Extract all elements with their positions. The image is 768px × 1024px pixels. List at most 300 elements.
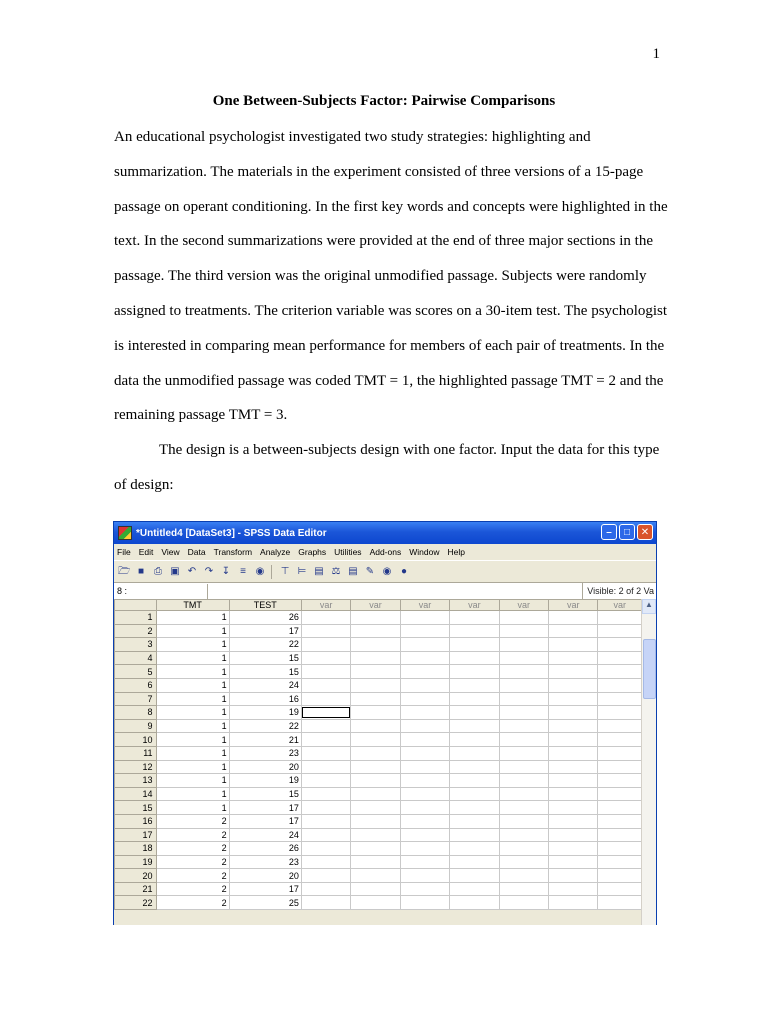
empty-cell[interactable] <box>549 869 598 883</box>
table-row <box>115 760 642 774</box>
empty-cell[interactable] <box>499 760 548 774</box>
row-number[interactable]: 2 <box>115 624 157 638</box>
empty-cell[interactable] <box>351 828 400 842</box>
table-row <box>115 774 642 788</box>
empty-cell[interactable] <box>400 665 449 679</box>
test-cell[interactable]: 15 <box>229 651 301 665</box>
empty-cell[interactable] <box>351 896 400 910</box>
empty-cell[interactable] <box>598 774 642 788</box>
empty-cell[interactable] <box>351 842 400 856</box>
table-row <box>115 611 642 625</box>
tmt-cell[interactable]: 2 <box>156 814 229 828</box>
tmt-cell[interactable]: 1 <box>156 733 229 747</box>
empty-cell[interactable] <box>499 896 548 910</box>
empty-cell[interactable] <box>549 651 598 665</box>
row-number[interactable]: 14 <box>115 787 157 801</box>
test-cell[interactable]: 19 <box>229 706 301 720</box>
empty-cell[interactable] <box>549 760 598 774</box>
empty-cell[interactable] <box>301 882 350 896</box>
empty-cell[interactable] <box>301 651 350 665</box>
table-row <box>115 624 642 638</box>
empty-cell[interactable] <box>598 855 642 869</box>
tmt-cell[interactable]: 1 <box>156 774 229 788</box>
empty-cell[interactable] <box>598 801 642 815</box>
empty-cell[interactable] <box>400 706 449 720</box>
close-icon[interactable]: ✕ <box>637 524 653 540</box>
empty-cell[interactable] <box>351 706 400 720</box>
menu-item-add-ons[interactable]: Add-ons <box>369 547 402 557</box>
empty-cell[interactable] <box>549 665 598 679</box>
empty-cell[interactable] <box>499 611 548 625</box>
empty-cell[interactable] <box>549 624 598 638</box>
body-text <box>114 120 674 503</box>
row-number[interactable]: 6 <box>115 678 157 692</box>
empty-cell[interactable] <box>450 638 499 652</box>
tmt-cell[interactable]: 1 <box>156 787 229 801</box>
empty-cell[interactable] <box>598 746 642 760</box>
empty-cell[interactable] <box>598 678 642 692</box>
table-row <box>115 692 642 706</box>
empty-cell[interactable] <box>450 882 499 896</box>
empty-cell[interactable] <box>499 828 548 842</box>
tmt-cell[interactable]: 1 <box>156 746 229 760</box>
empty-cell[interactable] <box>400 638 449 652</box>
empty-cell[interactable] <box>301 746 350 760</box>
empty-cell[interactable] <box>351 869 400 883</box>
column-header-var[interactable]: var <box>301 600 350 611</box>
weight-cases-icon[interactable]: ⚖ <box>331 565 341 577</box>
empty-cell[interactable] <box>301 678 350 692</box>
empty-cell[interactable] <box>400 719 449 733</box>
empty-cell[interactable] <box>450 774 499 788</box>
empty-cell[interactable] <box>400 624 449 638</box>
empty-cell[interactable] <box>351 651 400 665</box>
empty-cell[interactable] <box>499 869 548 883</box>
empty-cell[interactable] <box>549 842 598 856</box>
empty-cell[interactable] <box>351 624 400 638</box>
empty-cell[interactable] <box>549 678 598 692</box>
empty-cell[interactable] <box>450 855 499 869</box>
tmt-cell[interactable]: 2 <box>156 869 229 883</box>
show-all-icon[interactable]: ● <box>400 565 408 577</box>
test-cell[interactable]: 23 <box>229 746 301 760</box>
column-header-var[interactable]: var <box>549 600 598 611</box>
empty-cell[interactable] <box>499 706 548 720</box>
row-number[interactable]: 7 <box>115 692 157 706</box>
test-cell[interactable]: 25 <box>229 896 301 910</box>
menu-item-help[interactable]: Help <box>447 547 465 557</box>
empty-cell[interactable] <box>450 814 499 828</box>
empty-cell[interactable] <box>549 896 598 910</box>
empty-cell[interactable] <box>549 706 598 720</box>
empty-cell[interactable] <box>400 842 449 856</box>
row-number[interactable]: 10 <box>115 733 157 747</box>
test-cell[interactable]: 24 <box>229 828 301 842</box>
value-labels-icon[interactable]: ✎ <box>365 565 375 577</box>
empty-cell[interactable] <box>301 719 350 733</box>
empty-cell[interactable] <box>351 801 400 815</box>
empty-cell[interactable] <box>351 855 400 869</box>
table-row <box>115 665 642 679</box>
row-number[interactable]: 8 <box>115 706 157 720</box>
empty-cell[interactable] <box>400 611 449 625</box>
empty-cell[interactable] <box>499 692 548 706</box>
open-folder-icon[interactable]: 🗁 <box>118 565 131 577</box>
empty-cell[interactable] <box>400 760 449 774</box>
row-number[interactable]: 13 <box>115 774 157 788</box>
empty-cell[interactable] <box>351 760 400 774</box>
empty-cell[interactable] <box>598 665 642 679</box>
row-number[interactable]: 5 <box>115 665 157 679</box>
empty-cell[interactable] <box>450 801 499 815</box>
row-number[interactable]: 19 <box>115 855 157 869</box>
window-controls <box>601 524 653 540</box>
menu-item-window[interactable]: Window <box>409 547 440 557</box>
row-number[interactable]: 9 <box>115 719 157 733</box>
redo-icon[interactable]: ↷ <box>204 565 214 577</box>
insert-variable-icon[interactable]: ⊨ <box>297 565 307 577</box>
table-row <box>115 869 642 883</box>
empty-cell[interactable] <box>450 651 499 665</box>
toolbar <box>114 561 656 583</box>
table-row <box>115 801 642 815</box>
empty-cell[interactable] <box>499 842 548 856</box>
empty-cell[interactable] <box>400 896 449 910</box>
empty-cell[interactable] <box>301 869 350 883</box>
test-cell[interactable]: 17 <box>229 882 301 896</box>
menu-item-transform[interactable]: Transform <box>213 547 253 557</box>
empty-cell[interactable] <box>598 624 642 638</box>
empty-cell[interactable] <box>598 651 642 665</box>
menu-item-analyze[interactable]: Analyze <box>260 547 291 557</box>
table-row <box>115 746 642 760</box>
row-number[interactable]: 22 <box>115 896 157 910</box>
empty-cell[interactable] <box>301 611 350 625</box>
empty-cell[interactable] <box>598 828 642 842</box>
empty-cell[interactable] <box>549 814 598 828</box>
empty-cell[interactable] <box>301 638 350 652</box>
empty-cell[interactable] <box>499 774 548 788</box>
separator <box>271 565 274 579</box>
empty-cell[interactable] <box>351 774 400 788</box>
tmt-cell[interactable]: 2 <box>156 896 229 910</box>
empty-cell[interactable] <box>450 692 499 706</box>
empty-cell[interactable] <box>351 882 400 896</box>
empty-cell[interactable] <box>499 787 548 801</box>
tmt-cell[interactable]: 1 <box>156 760 229 774</box>
empty-cell[interactable] <box>598 719 642 733</box>
spss-data-editor-window <box>113 521 657 925</box>
empty-cell[interactable] <box>400 828 449 842</box>
empty-cell[interactable] <box>450 678 499 692</box>
empty-cell[interactable] <box>450 719 499 733</box>
column-header-var[interactable]: var <box>499 600 548 611</box>
menu-item-view[interactable]: View <box>161 547 180 557</box>
empty-cell[interactable] <box>450 624 499 638</box>
vertical-scrollbar[interactable] <box>641 599 656 925</box>
empty-cell[interactable] <box>499 624 548 638</box>
table-row <box>115 896 642 910</box>
empty-cell[interactable] <box>400 651 449 665</box>
scroll-thumb[interactable] <box>643 639 656 699</box>
test-cell[interactable]: 20 <box>229 869 301 883</box>
empty-cell[interactable] <box>450 896 499 910</box>
table-row <box>115 882 642 896</box>
row-number[interactable]: 11 <box>115 746 157 760</box>
table-row <box>115 828 642 842</box>
test-cell[interactable]: 24 <box>229 678 301 692</box>
empty-cell[interactable] <box>598 882 642 896</box>
empty-cell[interactable] <box>450 665 499 679</box>
undo-icon[interactable]: ↶ <box>187 565 197 577</box>
tmt-cell[interactable]: 1 <box>156 692 229 706</box>
test-cell[interactable]: 23 <box>229 855 301 869</box>
test-cell[interactable]: 17 <box>229 624 301 638</box>
empty-cell[interactable] <box>450 733 499 747</box>
empty-cell[interactable] <box>499 855 548 869</box>
menu-item-utilities[interactable]: Utilities <box>334 547 362 557</box>
empty-cell[interactable] <box>301 624 350 638</box>
spss-app-icon <box>118 526 132 540</box>
row-number[interactable]: 17 <box>115 828 157 842</box>
empty-cell[interactable] <box>598 706 642 720</box>
empty-cell[interactable] <box>400 733 449 747</box>
table-row <box>115 842 642 856</box>
empty-cell[interactable] <box>549 746 598 760</box>
tmt-cell[interactable]: 2 <box>156 842 229 856</box>
empty-cell[interactable] <box>549 801 598 815</box>
empty-cell[interactable] <box>549 774 598 788</box>
empty-cell[interactable] <box>598 692 642 706</box>
empty-cell[interactable] <box>351 746 400 760</box>
empty-cell[interactable] <box>301 842 350 856</box>
empty-cell[interactable] <box>301 665 350 679</box>
corner-cell <box>115 600 157 611</box>
empty-cell[interactable] <box>301 692 350 706</box>
empty-cell[interactable] <box>400 882 449 896</box>
test-cell[interactable]: 15 <box>229 665 301 679</box>
empty-cell[interactable] <box>400 855 449 869</box>
test-cell[interactable]: 20 <box>229 760 301 774</box>
empty-cell[interactable] <box>400 869 449 883</box>
empty-cell[interactable] <box>499 719 548 733</box>
empty-cell[interactable] <box>301 828 350 842</box>
table-row <box>115 719 642 733</box>
empty-cell[interactable] <box>400 678 449 692</box>
empty-cell[interactable] <box>549 855 598 869</box>
empty-cell[interactable] <box>301 760 350 774</box>
table-row <box>115 855 642 869</box>
test-cell[interactable]: 19 <box>229 774 301 788</box>
test-cell[interactable]: 26 <box>229 611 301 625</box>
menu-bar <box>114 544 656 561</box>
empty-cell[interactable] <box>598 896 642 910</box>
empty-cell[interactable] <box>549 719 598 733</box>
empty-cell[interactable] <box>400 801 449 815</box>
empty-cell[interactable] <box>351 787 400 801</box>
empty-cell[interactable] <box>351 733 400 747</box>
empty-cell[interactable] <box>301 801 350 815</box>
row-number[interactable]: 18 <box>115 842 157 856</box>
empty-cell[interactable] <box>351 692 400 706</box>
table-row <box>115 706 642 720</box>
empty-cell[interactable] <box>450 787 499 801</box>
row-number[interactable]: 12 <box>115 760 157 774</box>
empty-cell[interactable] <box>499 801 548 815</box>
tmt-cell[interactable]: 1 <box>156 611 229 625</box>
empty-cell[interactable] <box>598 638 642 652</box>
empty-cell[interactable] <box>549 733 598 747</box>
empty-cell[interactable] <box>598 814 642 828</box>
test-cell[interactable]: 21 <box>229 733 301 747</box>
tmt-cell[interactable]: 1 <box>156 706 229 720</box>
maximize-icon[interactable]: □ <box>619 524 635 540</box>
empty-cell[interactable] <box>301 814 350 828</box>
empty-cell[interactable] <box>351 665 400 679</box>
tmt-cell[interactable]: 1 <box>156 651 229 665</box>
menu-item-file[interactable]: File <box>117 547 131 557</box>
tmt-cell[interactable]: 1 <box>156 719 229 733</box>
column-header-var[interactable]: var <box>450 600 499 611</box>
test-cell[interactable]: 15 <box>229 787 301 801</box>
empty-cell[interactable] <box>499 651 548 665</box>
title-bar <box>114 522 656 544</box>
row-number[interactable]: 4 <box>115 651 157 665</box>
variables-icon[interactable]: ≡ <box>240 565 246 577</box>
window-title: *Untitled4 [DataSet3] - SPSS Data Editor <box>136 527 327 539</box>
test-cell[interactable]: 22 <box>229 719 301 733</box>
table-row <box>115 787 642 801</box>
data-grid <box>114 599 642 910</box>
empty-cell[interactable] <box>301 706 350 720</box>
column-header-var[interactable]: var <box>351 600 400 611</box>
column-header-tmt[interactable]: TMT <box>156 600 229 611</box>
row-number[interactable]: 21 <box>115 882 157 896</box>
goto-case-icon[interactable]: ↧ <box>221 565 231 577</box>
empty-cell[interactable] <box>598 760 642 774</box>
empty-cell[interactable] <box>499 678 548 692</box>
column-header-var[interactable]: var <box>598 600 642 611</box>
empty-cell[interactable] <box>400 746 449 760</box>
empty-cell[interactable] <box>598 842 642 856</box>
menu-item-graphs[interactable]: Graphs <box>298 547 327 557</box>
cell-reference: 8 : <box>114 584 208 599</box>
row-number[interactable]: 20 <box>115 869 157 883</box>
tmt-cell[interactable]: 2 <box>156 882 229 896</box>
tmt-cell[interactable]: 1 <box>156 624 229 638</box>
empty-cell[interactable] <box>598 611 642 625</box>
row-number[interactable]: 3 <box>115 638 157 652</box>
empty-cell[interactable] <box>400 692 449 706</box>
menu-item-edit[interactable]: Edit <box>138 547 154 557</box>
empty-cell[interactable] <box>549 882 598 896</box>
test-cell[interactable]: 17 <box>229 814 301 828</box>
empty-cell[interactable] <box>499 882 548 896</box>
test-cell[interactable]: 17 <box>229 801 301 815</box>
empty-cell[interactable] <box>499 638 548 652</box>
tmt-cell[interactable]: 1 <box>156 665 229 679</box>
empty-cell[interactable] <box>400 814 449 828</box>
scroll-up-icon[interactable]: ▲ <box>642 599 656 614</box>
empty-cell[interactable] <box>549 638 598 652</box>
column-header-test[interactable]: TEST <box>229 600 301 611</box>
dialog-recall-icon[interactable]: ▣ <box>170 565 180 577</box>
save-icon[interactable]: ■ <box>137 565 145 577</box>
empty-cell[interactable] <box>450 611 499 625</box>
paragraph: An educational psychologist investigated two study strategies: highlighting and summarization. The materials in the experiment consisted of three versions of a 15-page passage on operant conditioning. In the first key words and concepts were highlighted in the text. In the second summarizations were provided at the end of three major sections in the passage. The third version was the original unmodified passage. Subjects were randomly assigned to treatments. The criterion variable was scores on a 30-item test. The psychologist is interested in comparing mean performance for members of each pair of treatments. In the data the unmodified passage was coded TMT = 1, the highlighted passage TMT = 2 and the remaining passage TMT = 3. <box>114 129 668 424</box>
empty-cell[interactable] <box>549 787 598 801</box>
empty-cell[interactable] <box>598 787 642 801</box>
insert-cases-icon[interactable]: ⊤ <box>280 565 290 577</box>
empty-cell[interactable] <box>598 733 642 747</box>
empty-cell[interactable] <box>301 896 350 910</box>
empty-cell[interactable] <box>450 706 499 720</box>
use-sets-icon[interactable]: ◉ <box>382 565 392 577</box>
row-number[interactable]: 15 <box>115 801 157 815</box>
empty-cell[interactable] <box>450 842 499 856</box>
empty-cell[interactable] <box>499 814 548 828</box>
page-number: 1 <box>652 46 660 62</box>
table-row <box>115 638 642 652</box>
table-row <box>115 814 642 828</box>
empty-cell[interactable] <box>499 665 548 679</box>
empty-cell[interactable] <box>351 678 400 692</box>
empty-cell[interactable] <box>301 855 350 869</box>
tmt-cell[interactable]: 1 <box>156 801 229 815</box>
empty-cell[interactable] <box>450 869 499 883</box>
select-cases-icon[interactable]: ▤ <box>348 565 358 577</box>
empty-cell[interactable] <box>450 828 499 842</box>
find-icon[interactable]: ◉ <box>255 565 265 577</box>
test-cell[interactable]: 22 <box>229 638 301 652</box>
empty-cell[interactable] <box>450 746 499 760</box>
empty-cell[interactable] <box>450 760 499 774</box>
empty-cell[interactable] <box>351 719 400 733</box>
tmt-cell[interactable]: 2 <box>156 855 229 869</box>
print-icon[interactable]: ⎙ <box>154 565 162 577</box>
empty-cell[interactable] <box>400 774 449 788</box>
empty-cell[interactable] <box>499 746 548 760</box>
empty-cell[interactable] <box>351 814 400 828</box>
empty-cell[interactable] <box>549 692 598 706</box>
empty-cell[interactable] <box>499 733 548 747</box>
empty-cell[interactable] <box>301 774 350 788</box>
empty-cell[interactable] <box>598 869 642 883</box>
paragraph: The design is a between-subjects design with one factor. Input the data for this type of design: <box>114 442 660 493</box>
column-header-var[interactable]: var <box>400 600 449 611</box>
empty-cell[interactable] <box>351 638 400 652</box>
minimize-icon[interactable]: – <box>601 524 617 540</box>
empty-cell[interactable] <box>400 787 449 801</box>
tmt-cell[interactable]: 1 <box>156 638 229 652</box>
menu-item-data[interactable]: Data <box>187 547 206 557</box>
empty-cell[interactable] <box>351 611 400 625</box>
table-row <box>115 733 642 747</box>
split-file-icon[interactable]: ▤ <box>314 565 324 577</box>
table-row <box>115 678 642 692</box>
table-row <box>115 651 642 665</box>
test-cell[interactable]: 26 <box>229 842 301 856</box>
empty-cell[interactable] <box>549 611 598 625</box>
empty-cell[interactable] <box>301 787 350 801</box>
empty-cell[interactable] <box>549 828 598 842</box>
row-number[interactable]: 16 <box>115 814 157 828</box>
tmt-cell[interactable]: 1 <box>156 678 229 692</box>
tmt-cell[interactable]: 2 <box>156 828 229 842</box>
test-cell[interactable]: 16 <box>229 692 301 706</box>
row-number[interactable]: 1 <box>115 611 157 625</box>
empty-cell[interactable] <box>301 733 350 747</box>
